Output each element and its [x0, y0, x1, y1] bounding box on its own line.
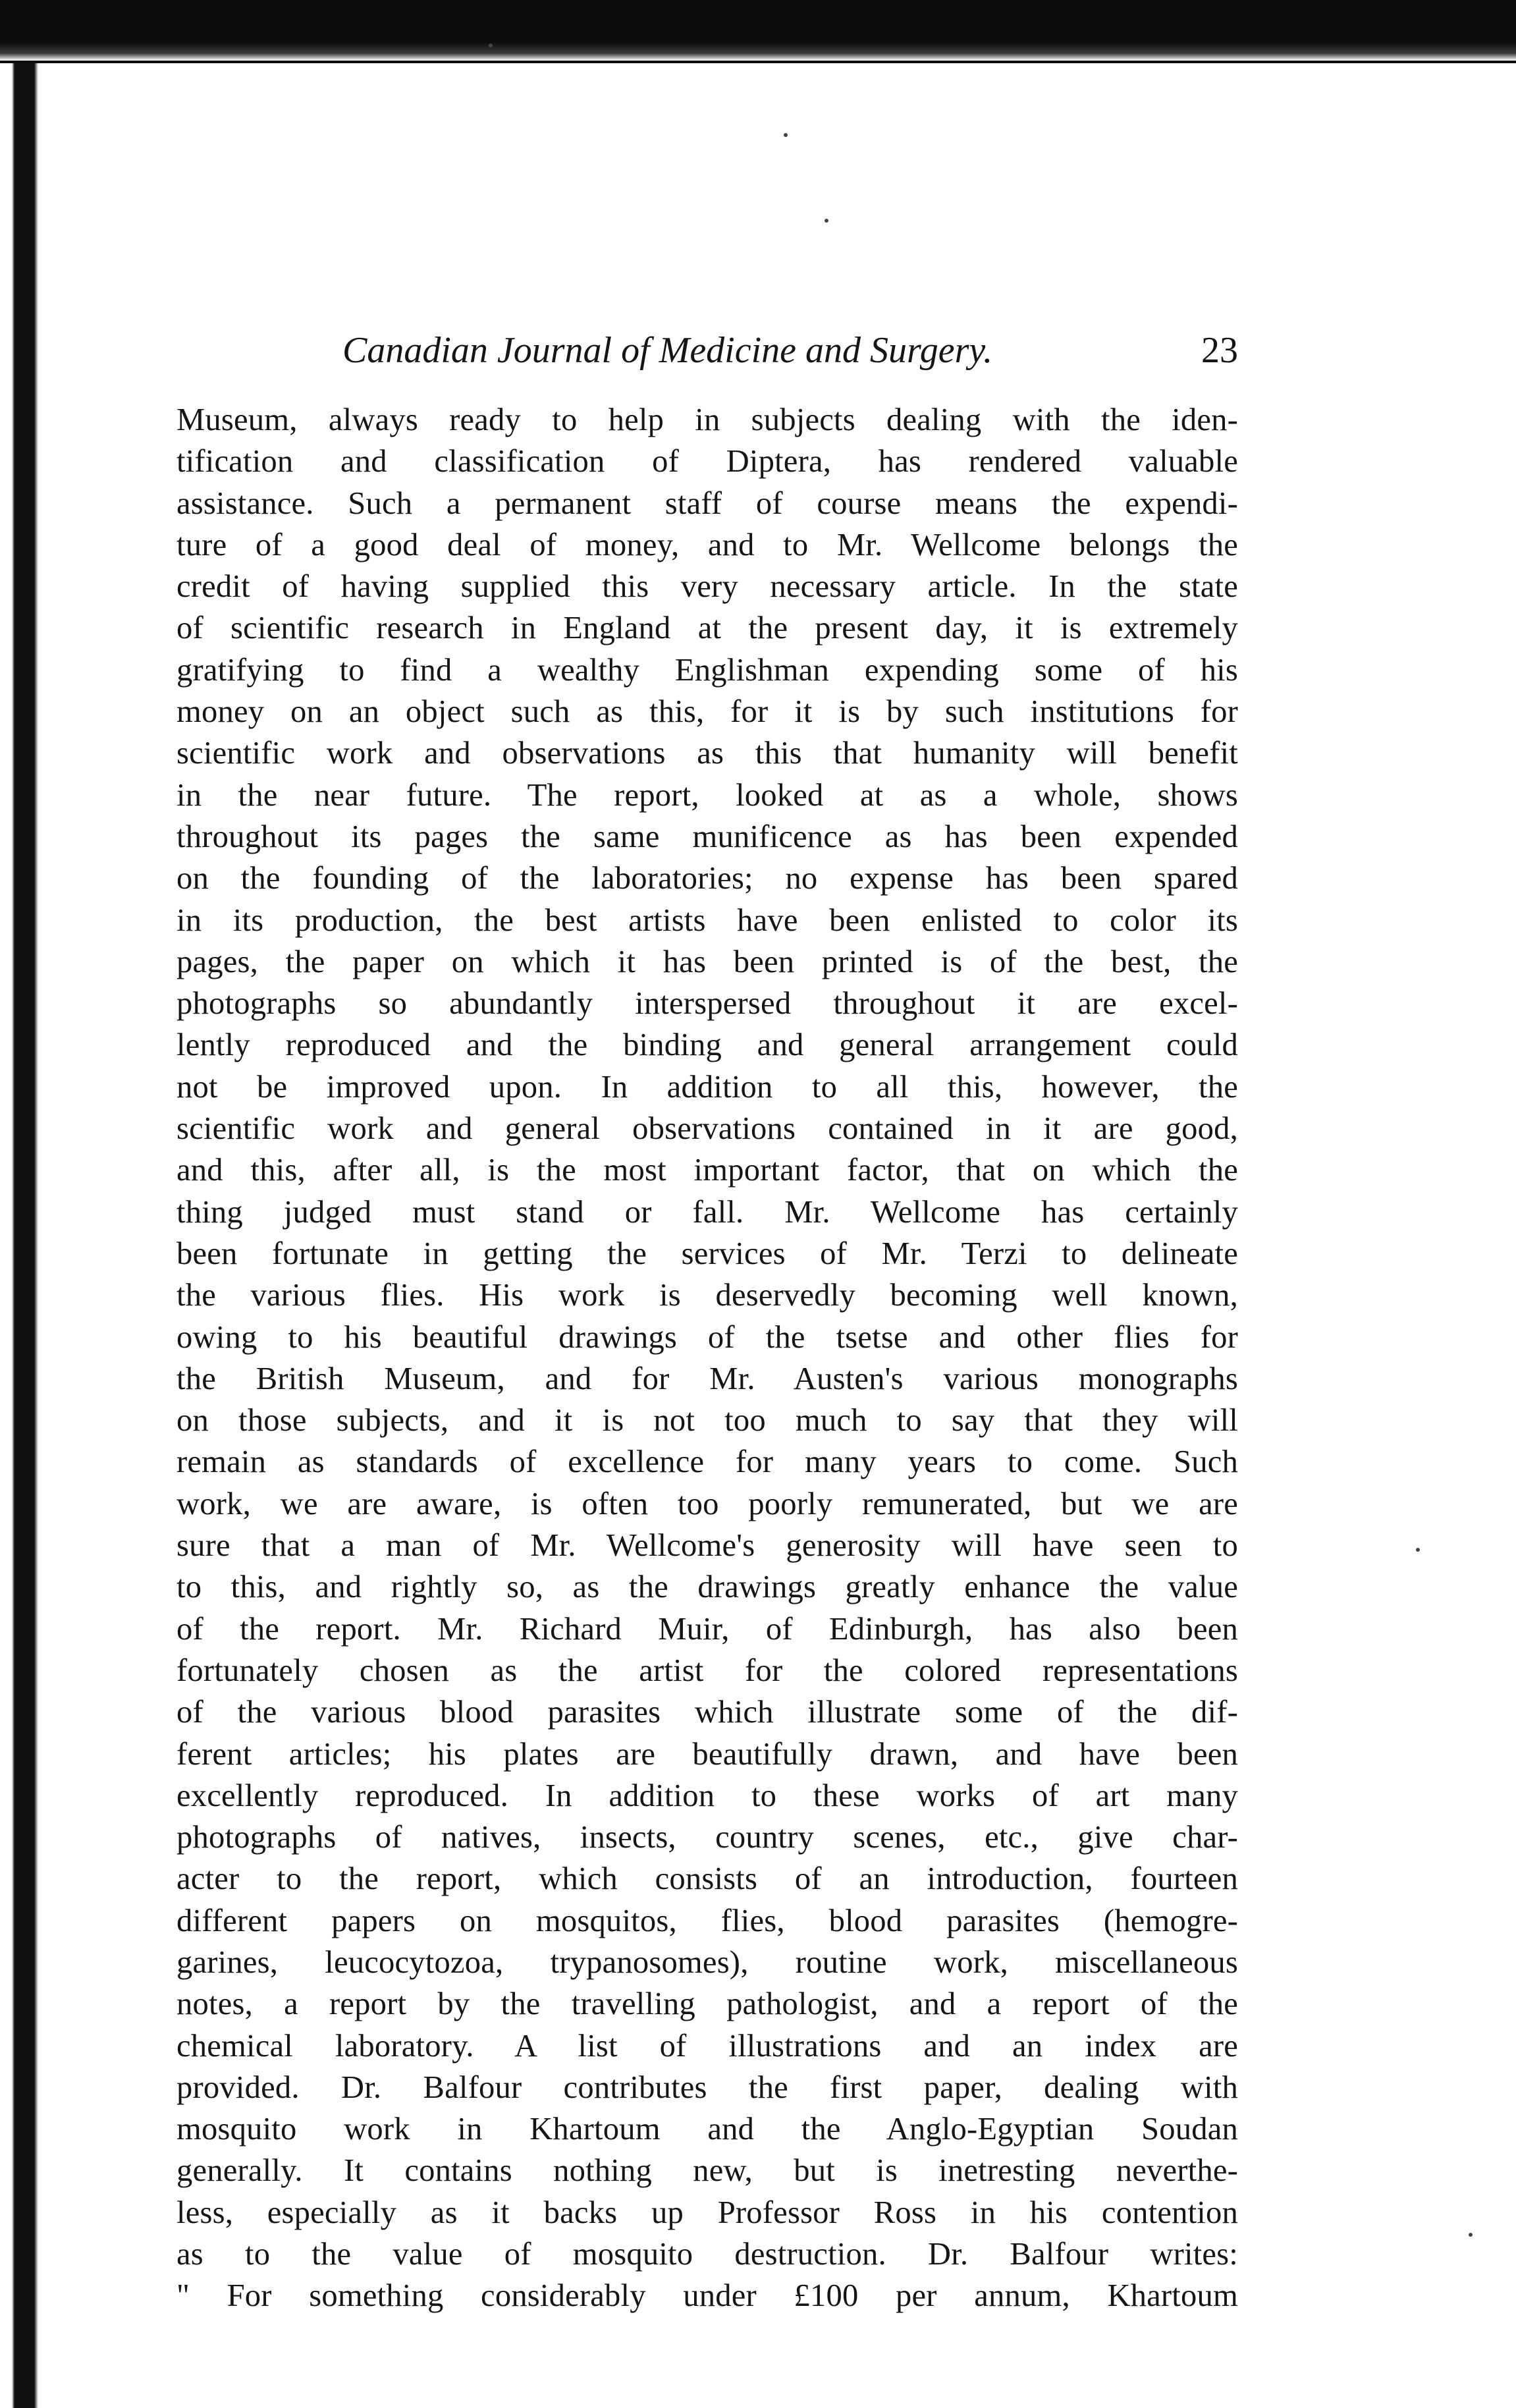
running-head: [176, 324, 1238, 377]
text-line: of scientific research in England at the present day, it is extremely: [176, 610, 1238, 646]
scan-speck: [1416, 1548, 1420, 1552]
text-line: pages, the paper on which it has been printed is of the best, the: [176, 943, 1238, 979]
text-line: " For something considerably under £100 per annum, Khartoum: [176, 2278, 1238, 2314]
text-line: gratifying to find a wealthy Englishman expending some of his: [176, 651, 1238, 688]
text-line: sure that a man of Mr. Wellcome's generosity will have seen to: [176, 1527, 1238, 1564]
scan-border-top: [0, 0, 1516, 63]
text-line: notes, a report by the travelling pathologist, and a report of the: [176, 1986, 1238, 2022]
text-line: work, we are aware, is often too poorly remunerated, but we are: [176, 1485, 1238, 1521]
text-line: provided. Dr. Balfour contributes the first paper, dealing with: [176, 2069, 1238, 2105]
scan-speck: [825, 219, 828, 223]
text-line: photographs so abundantly interspersed throughout it are excel-: [176, 985, 1238, 1022]
scan-speck: [784, 133, 788, 137]
text-line: thing judged must stand or fall. Mr. Wellcome has certainly: [176, 1193, 1238, 1230]
text-line: acter to the report, which consists of an introduction, fourteen: [176, 1861, 1238, 1897]
scan-border-left: [0, 63, 38, 2408]
text-line: been fortunate in getting the services of Mr. Terzi to delineate: [176, 1235, 1238, 1271]
text-line: photographs of natives, insects, country scenes, etc., give char-: [176, 1819, 1238, 1855]
text-line: to this, and rightly so, as the drawings greatly enhance the value: [176, 1569, 1238, 1605]
text-line: on the founding of the laboratories; no expense has been spared: [176, 860, 1238, 896]
text-line: remain as standards of excellence for many years to come. Such: [176, 1444, 1238, 1480]
text-line: garines, leucocytozoa, trypanosomes), routine work, miscellaneous: [176, 1944, 1238, 1980]
text-line: different papers on mosquitos, flies, blood parasites (hemogre-: [176, 1902, 1238, 1938]
text-line: assistance. Such a permanent staff of course means the expendi-: [176, 485, 1238, 521]
text-line: on those subjects, and it is not too much to say that they will: [176, 1402, 1238, 1438]
article-body: [176, 399, 1238, 2317]
text-line: of the report. Mr. Richard Muir, of Edinburgh, has also been: [176, 1610, 1238, 1647]
text-line: lently reproduced and the binding and general arrangement could: [176, 1027, 1238, 1063]
scan-speck: [1469, 2233, 1473, 2237]
text-line: fortunately chosen as the artist for the colored representations: [176, 1652, 1238, 1688]
text-line: throughout its pages the same munificence as has been expended: [176, 818, 1238, 854]
journal-page: [176, 324, 1238, 2317]
text-line: less, especially as it backs up Professor Ross in his contention: [176, 2194, 1238, 2230]
text-line: tification and classification of Diptera, has rendered valuable: [176, 443, 1238, 479]
text-line: the British Museum, and for Mr. Austen's various monographs: [176, 1360, 1238, 1396]
text-line: Museum, always ready to help in subjects dealing with the iden-: [176, 402, 1238, 437]
text-line: owing to his beautiful drawings of the tsetse and other flies for: [176, 1319, 1238, 1355]
text-line: money on an object such as this, for it is by such institutions for: [176, 694, 1238, 730]
text-line: chemical laboratory. A list of illustrations and an index are: [176, 2027, 1238, 2064]
page-number: 23: [1201, 330, 1238, 371]
scan-speck: [489, 43, 493, 47]
text-line: in the near future. The report, looked at as a whole, shows: [176, 777, 1238, 813]
text-line: not be improved upon. In addition to all this, however, the: [176, 1068, 1238, 1105]
text-line: in its production, the best artists have been enlisted to color its: [176, 902, 1238, 938]
text-line: generally. It contains nothing new, but is inetresting neverthe-: [176, 2152, 1238, 2189]
text-line: excellently reproduced. In addition to these works of art many: [176, 1777, 1238, 1813]
text-line: scientific work and observations as this that humanity will benefit: [176, 735, 1238, 771]
text-line: ferent articles; his plates are beautifully drawn, and have been: [176, 1736, 1238, 1772]
text-line: credit of having supplied this very necessary article. In the state: [176, 568, 1238, 605]
text-line: and this, after all, is the most important factor, that on which the: [176, 1152, 1238, 1188]
text-line: the various flies. His work is deservedly becoming well known,: [176, 1277, 1238, 1313]
text-line: mosquito work in Khartoum and the Anglo-Egyptian Soudan: [176, 2111, 1238, 2147]
text-line: as to the value of mosquito destruction. Dr. Balfour writes:: [176, 2236, 1238, 2272]
text-line: ture of a good deal of money, and to Mr. Wellcome belongs the: [176, 526, 1238, 562]
text-line: of the various blood parasites which illustrate some of the dif-: [176, 1694, 1238, 1730]
text-line: scientific work and general observations contained in it are good,: [176, 1110, 1238, 1147]
journal-title: Canadian Journal of Medicine and Surgery.: [342, 330, 993, 371]
